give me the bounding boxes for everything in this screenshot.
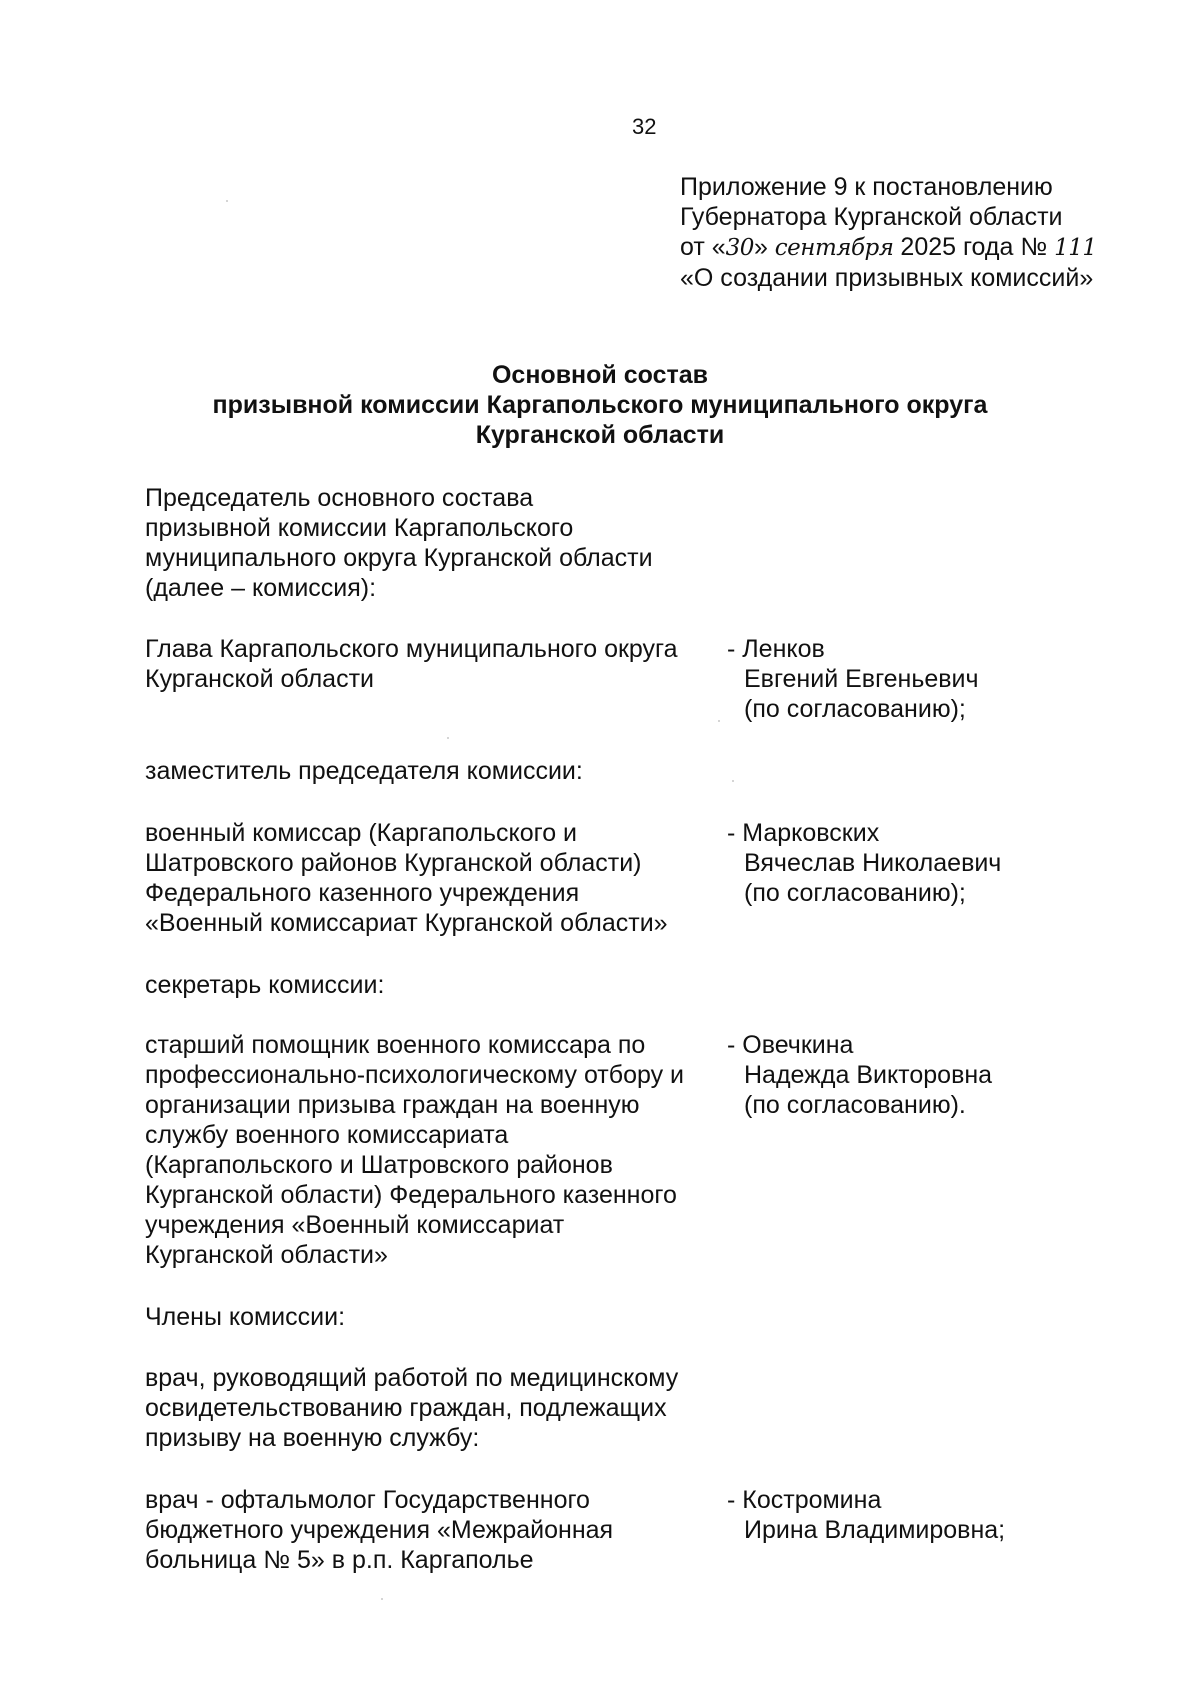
text-line: муниципального округа Курганской области [145, 544, 653, 572]
text-line: профессионально-психологическому отбору и [145, 1061, 685, 1089]
text-line: службу военного комиссариата [145, 1121, 509, 1149]
name-line: (по согласованию). [744, 1091, 966, 1119]
name-line: - Марковских [727, 819, 880, 847]
title-line: Курганской области [475, 421, 725, 449]
name-line: Евгений Евгеньевич [744, 665, 979, 693]
appendix-line: Приложение 9 к постановлению [680, 173, 1053, 201]
text-line: Курганской области) Федерального казенного [145, 1181, 677, 1209]
appendix-date-line [680, 232, 1097, 263]
secretary-header [145, 970, 725, 1000]
title-line: призывной комиссии Каргапольского муниципального округа [212, 391, 988, 419]
text-line: призыву на военную службу: [145, 1424, 480, 1452]
doctor-position [145, 1485, 725, 1575]
text-line: бюджетного учреждения «Межрайонная [145, 1516, 614, 1544]
text-line: заместитель председателя комиссии: [145, 757, 583, 785]
text-line: врач - офтальмолог Государственного [145, 1486, 590, 1514]
text-line: врач, руководящий работой по медицинскому [145, 1364, 679, 1392]
handwritten-month: сентября [774, 235, 894, 261]
scan-speck [381, 1598, 383, 1600]
name-line: - Костромина [727, 1486, 882, 1514]
handwritten-day: 30 [725, 235, 754, 261]
date-mid: » [753, 233, 775, 261]
text-line: призывной комиссии Каргапольского [145, 514, 574, 542]
text-line: Члены комиссии: [145, 1303, 346, 1331]
text-line: секретарь комиссии: [145, 971, 385, 999]
text-line: Курганской области» [145, 1241, 388, 1269]
appendix-line: Губернатора Курганской области [680, 203, 1063, 231]
chairman-header [145, 483, 725, 603]
deputy-header [145, 756, 725, 786]
handwritten-number: 111 [1054, 235, 1097, 261]
name-line: (по согласованию); [744, 695, 966, 723]
members-header [145, 1302, 725, 1332]
scan-speck [226, 200, 228, 202]
deputy-position [145, 818, 725, 938]
name-line: - Овечкина [727, 1031, 854, 1059]
name-line: Ирина Владимировна; [744, 1516, 1006, 1544]
scan-speck [718, 720, 720, 722]
name-line: Надежда Викторовна [744, 1061, 993, 1089]
text-line: Шатровского районов Курганской области) [145, 849, 642, 877]
appendix-line: «О создании призывных комиссий» [680, 264, 1094, 292]
deputy-name [727, 818, 1001, 908]
text-line: Председатель основного состава [145, 484, 534, 512]
text-line: старший помощник военного комиссара по [145, 1031, 646, 1059]
name-line: - Ленков [727, 635, 825, 663]
secretary-position [145, 1030, 725, 1270]
text-line: освидетельствованию граждан, подлежащих [145, 1394, 667, 1422]
text-line: «Военный комиссариат Курганской области» [145, 909, 668, 937]
doctor-header [145, 1363, 725, 1453]
text-line: Федерального казенного учреждения [145, 879, 580, 907]
date-year: 2025 года № [893, 233, 1055, 261]
scan-speck [732, 780, 734, 782]
text-line: организации призыва граждан на военную [145, 1091, 640, 1119]
text-line: (Каргапольского и Шатровского районов [145, 1151, 613, 1179]
text-line: Курганской области [145, 665, 375, 693]
text-line: Глава Каргапольского муниципального округа [145, 635, 678, 663]
secretary-name [727, 1030, 992, 1120]
date-prefix: от « [680, 233, 726, 261]
name-line: Вячеслав Николаевич [744, 849, 1002, 877]
chairman-position [145, 634, 725, 694]
scan-speck [447, 737, 449, 739]
text-line: учреждения «Военный комиссариат [145, 1211, 565, 1239]
doctor-name [727, 1485, 1005, 1545]
name-line: (по согласованию); [744, 879, 966, 907]
page-number: 32 [632, 114, 657, 139]
text-line: военный комиссар (Каргапольского и [145, 819, 578, 847]
text-line: (далее – комиссия): [145, 574, 377, 602]
chairman-name [727, 634, 979, 724]
title-line: Основной состав [491, 361, 709, 389]
text-line: больница № 5» в р.п. Каргаполье [145, 1546, 534, 1574]
appendix-block [680, 172, 1097, 293]
document-title [0, 360, 1200, 450]
